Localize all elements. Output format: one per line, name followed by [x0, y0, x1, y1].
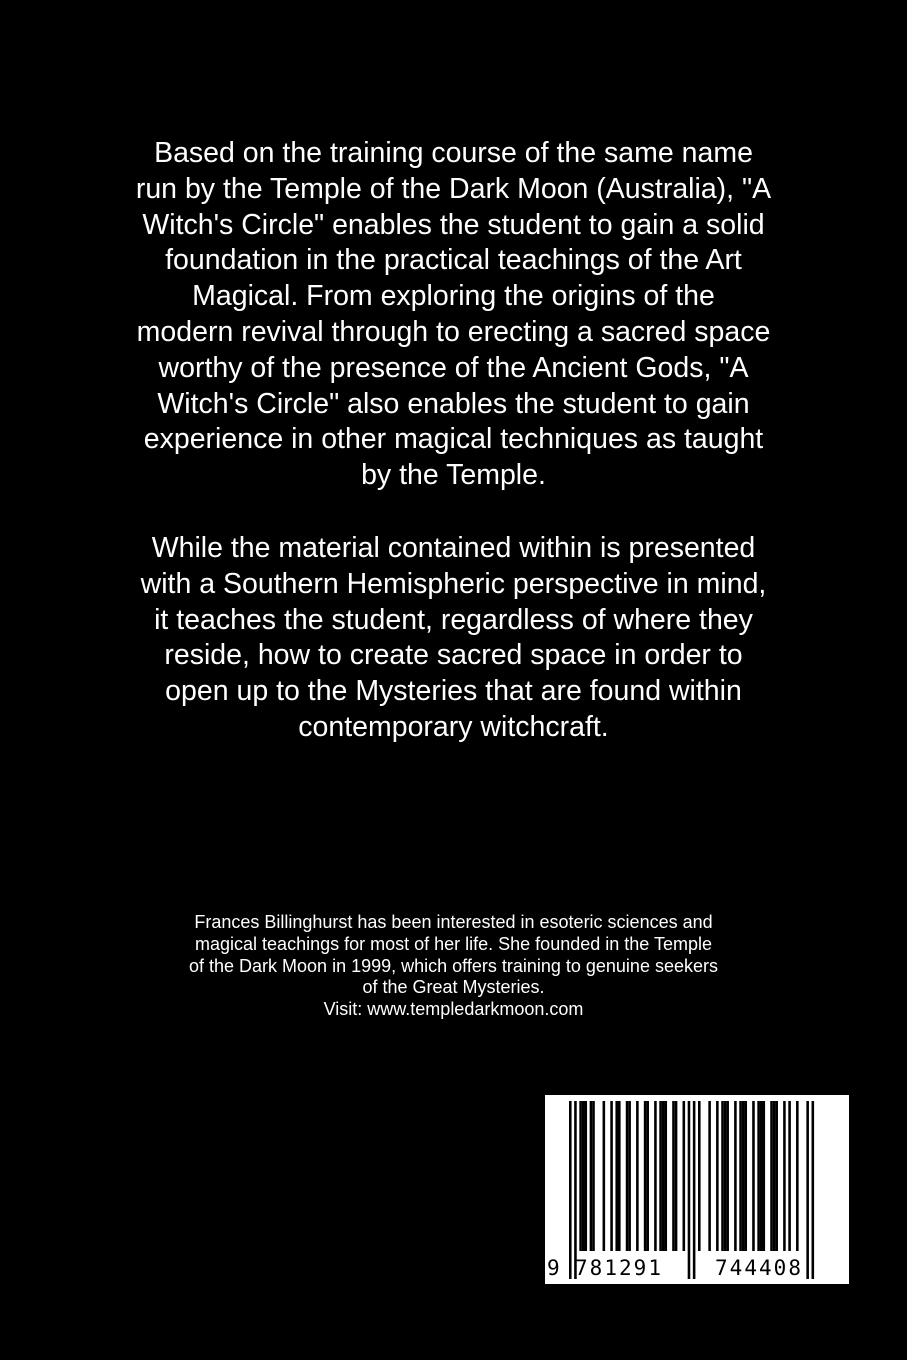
barcode-bar	[775, 1101, 778, 1251]
barcode-bar	[615, 1101, 618, 1251]
barcode-bar	[582, 1101, 585, 1251]
barcode-left-digits: 781291	[575, 1256, 661, 1280]
blurb-line: with a Southern Hemispheric perspective in mind,	[140, 567, 767, 600]
blurb-line: While the material contained within is presented	[151, 532, 756, 564]
barcode-guard-bar	[574, 1101, 577, 1279]
bio-line: Frances Billinghurst has been interested in esoteric sciences and	[194, 912, 713, 932]
barcode-bar	[628, 1101, 631, 1251]
barcode-guard-bar	[812, 1101, 815, 1279]
barcode-guard-bar	[688, 1101, 691, 1279]
barcode-bar	[742, 1101, 745, 1251]
blurb-line: modern revival through to erecting a sacred space	[136, 315, 771, 348]
blurb-line: run by the Temple of the Dark Moon (Australia), "A	[135, 172, 772, 205]
barcode-bar	[618, 1101, 621, 1251]
author-website: Visit: www.templedarkmoon.com	[323, 999, 584, 1020]
barcode-bar	[592, 1101, 595, 1251]
barcode-bar	[636, 1101, 639, 1251]
barcode-guard-bar	[806, 1101, 809, 1279]
bio-line: of the Dark Moon in 1999, which offers training to genuine seekers	[189, 955, 718, 976]
barcode-bar	[744, 1101, 747, 1251]
barcode-bar	[770, 1101, 773, 1251]
barcode-bar	[739, 1101, 742, 1251]
blurb-line: reside, how to create sacred space in order to	[164, 639, 743, 672]
barcode-graphic	[545, 1095, 849, 1284]
barcode-bar	[584, 1101, 587, 1251]
barcode-bar	[783, 1101, 786, 1251]
barcode-bar	[664, 1101, 667, 1251]
barcode-bar	[654, 1101, 657, 1251]
barcode-bar	[721, 1101, 724, 1251]
bio-line: magical teachings for most of her life. She founded in the Temple	[195, 933, 712, 954]
blurb-line: it teaches the student, regardless of where they	[154, 603, 753, 636]
blurb-line: Magical. From exploring the origins of the	[192, 280, 715, 313]
barcode-bar	[644, 1101, 647, 1251]
blurb-paragraph-2	[95, 531, 812, 746]
barcode-bar	[698, 1101, 701, 1251]
barcode-bar	[659, 1101, 662, 1251]
barcode-bar	[662, 1101, 665, 1251]
blurb-line: Based on the training course of the same name	[154, 137, 753, 169]
blurb-line: by the Temple.	[361, 459, 546, 492]
blurb-line: contemporary witchcraft.	[298, 710, 609, 743]
barcode-bar	[716, 1101, 719, 1251]
barcode-bar	[788, 1101, 791, 1251]
barcode-bar	[590, 1101, 593, 1251]
barcode-bar	[626, 1101, 629, 1251]
barcode-prefix-digit: 9	[547, 1256, 560, 1280]
barcode-bar	[757, 1101, 760, 1251]
barcode-bar	[734, 1101, 737, 1251]
barcode-bar	[763, 1101, 766, 1251]
barcode-bar	[724, 1101, 727, 1251]
isbn-barcode	[545, 1095, 849, 1284]
bio-line: of the Great Mysteries.	[362, 977, 545, 998]
barcode-bar	[646, 1101, 649, 1251]
barcode-bars	[569, 1101, 814, 1279]
blurb-paragraph-1	[95, 136, 812, 494]
barcode-guard-bar	[693, 1101, 696, 1279]
blurb-line: foundation in the practical teachings of the Art	[165, 244, 742, 277]
barcode-bar	[610, 1101, 613, 1251]
blurb-line: open up to the Mysteries that are found within	[165, 675, 742, 708]
barcode-bar	[683, 1101, 686, 1251]
blurb-line: Witch's Circle" enables the student to gain a solid	[142, 208, 765, 241]
barcode-bar	[752, 1101, 755, 1251]
barcode-bar	[708, 1101, 711, 1251]
barcode-bar	[672, 1101, 675, 1251]
barcode-right-digits: 744408	[715, 1256, 801, 1280]
blurb-line: experience in other magical techniques as taught	[143, 423, 764, 456]
barcode-bar	[760, 1101, 763, 1251]
blurb-line: Witch's Circle" also enables the student to gain	[157, 387, 750, 420]
barcode-bar	[773, 1101, 776, 1251]
barcode-bar	[579, 1101, 582, 1251]
barcode-bar	[603, 1101, 606, 1251]
barcode-guard-bar	[569, 1101, 572, 1279]
barcode-bar	[675, 1101, 678, 1251]
author-bio	[120, 912, 787, 1021]
barcode-bar	[796, 1101, 799, 1251]
barcode-bar	[726, 1101, 729, 1251]
blurb-line: worthy of the presence of the Ancient Gods, "A	[158, 351, 749, 384]
